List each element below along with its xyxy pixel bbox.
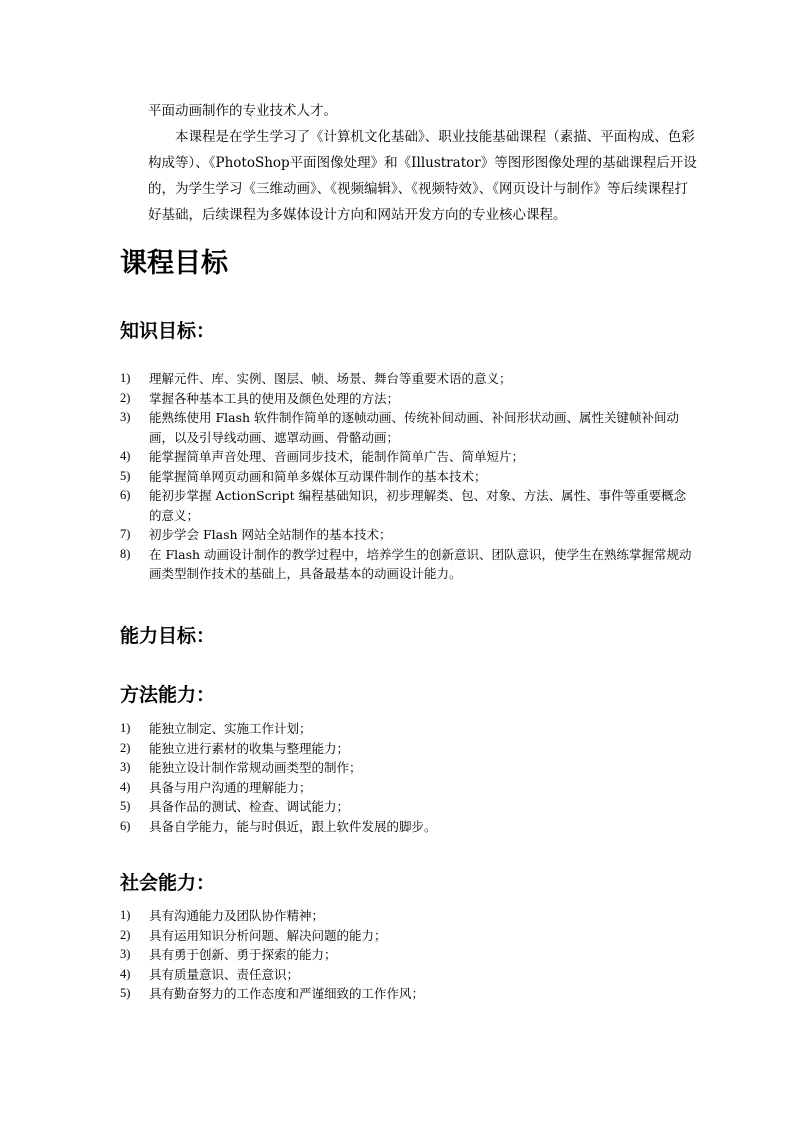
list-item xyxy=(120,525,695,545)
list-item xyxy=(120,778,695,798)
list-item xyxy=(120,389,695,409)
list-item-text: 能掌握简单网页动画和简单多媒体互动课件制作的基本技术； xyxy=(149,468,487,484)
list-item-number: 3) xyxy=(120,947,131,961)
intro-text xyxy=(148,98,698,228)
list-item xyxy=(120,926,695,946)
list-item-text: 初步学会 Flash 网站全站制作的基本技术； xyxy=(149,527,392,542)
list-item-number: 2) xyxy=(120,390,131,405)
list-item-text: 具有勇于创新、勇于探索的能力； xyxy=(149,947,337,962)
list-item-text: 掌握各种基本工具的使用及颜色处理的方法； xyxy=(149,390,400,406)
list-item-text: 具有沟通能力及团队协作精神； xyxy=(149,908,325,923)
list-item-text: 能独立设计制作常规动画类型的制作； xyxy=(149,760,362,775)
knowledge-goals-heading: 知识目标： xyxy=(120,320,216,342)
list-item-number: 8) xyxy=(120,546,131,561)
social-ability-list xyxy=(120,906,695,1004)
list-item xyxy=(120,467,695,487)
list-item-number: 6) xyxy=(120,488,131,502)
list-item xyxy=(120,797,695,817)
knowledge-goals-list xyxy=(120,369,695,584)
list-item-text: 具有运用知识分析问题、解决问题的能力； xyxy=(149,927,387,943)
list-item-text: 具备与用户沟通的理解能力； xyxy=(149,779,312,795)
list-item-number: 4) xyxy=(120,966,131,981)
list-item xyxy=(120,758,695,778)
intro-line-1: 平面动画制作的专业技术人才。 xyxy=(148,103,337,119)
list-item-text: 具有质量意识、责任意识； xyxy=(149,966,300,982)
list-item xyxy=(120,719,695,739)
method-ability-heading: 方法能力： xyxy=(120,684,216,706)
list-item xyxy=(120,984,695,1004)
list-item-number: 1) xyxy=(120,721,131,735)
list-item-text: 在 Flash 动画设计制作的教学过程中，培养学生的创新意识、团队意识，使学生在熟练掌握常规动画类型制作技术的基础上，具备最基本的动画设计能力。 xyxy=(149,546,692,581)
list-item-text: 能独立进行素材的收集与整理能力； xyxy=(149,740,350,756)
list-item xyxy=(120,739,695,759)
list-item xyxy=(120,369,695,389)
list-item-number: 5) xyxy=(120,468,131,483)
list-item-number: 6) xyxy=(120,818,131,833)
list-item-number: 3) xyxy=(120,760,131,774)
list-item-number: 5) xyxy=(120,986,131,1000)
list-item-text: 能掌握简单声音处理、音画同步技术，能制作简单广告、简单短片； xyxy=(149,449,525,464)
list-item xyxy=(120,486,695,525)
list-item xyxy=(120,965,695,985)
list-item-number: 4) xyxy=(120,779,131,794)
list-item-text: 能初步掌握 ActionScript 编程基础知识，初步理解类、包、对象、方法、属性、事件等重要概念的意义； xyxy=(149,488,687,523)
list-item xyxy=(120,545,695,584)
list-item xyxy=(120,817,695,837)
method-ability-list xyxy=(120,719,695,836)
course-goals-heading: 课程目标 xyxy=(120,248,228,279)
list-item xyxy=(120,906,695,926)
list-item-text: 具有勤奋努力的工作态度和严谨细致的工作作风； xyxy=(149,986,425,1001)
list-item-number: 7) xyxy=(120,527,131,541)
list-item-number: 5) xyxy=(120,799,131,813)
list-item xyxy=(120,447,695,467)
ability-goals-heading: 能力目标： xyxy=(120,625,216,647)
list-item-number: 3) xyxy=(120,410,131,424)
list-item-number: 4) xyxy=(120,449,131,463)
list-item xyxy=(120,408,695,447)
list-item-text: 理解元件、库、实例、图层、帧、场景、舞台等重要术语的意义； xyxy=(149,371,512,386)
list-item-number: 2) xyxy=(120,927,131,942)
list-item-number: 1) xyxy=(120,908,131,922)
list-item-text: 具备作品的测试、检查、调试能力； xyxy=(149,799,350,814)
list-item-text: 能熟练使用 Flash 软件制作简单的逐帧动画、传统补间动画、补间形状动画、属性关键帧补间动画，以及引导线动画、遮罩动画、骨骼动画； xyxy=(149,410,680,445)
social-ability-heading: 社会能力： xyxy=(120,872,216,894)
list-item xyxy=(120,945,695,965)
intro-paragraph-2: 本课程是在学生学习了《计算机文化基础》、职业技能基础课程（素描、平面构成、色彩构成等）、《PhotoShop平面图像处理》和《Illustrator》等图形图像处理的基础课程后开设的，为学生学习《三维动画》、《视频编辑》、《视频特效》、《网页设计与制作》等后续课程打好基础，后续课程为多媒体设计方向和网站开发方向的专业核心课程。 xyxy=(148,129,697,223)
list-item-text: 能独立制定、实施工作计划； xyxy=(149,721,312,736)
list-item-text: 具备自学能力，能与时俱近，跟上软件发展的脚步。 xyxy=(149,818,437,834)
list-item-number: 2) xyxy=(120,740,131,755)
list-item-number: 1) xyxy=(120,371,131,385)
